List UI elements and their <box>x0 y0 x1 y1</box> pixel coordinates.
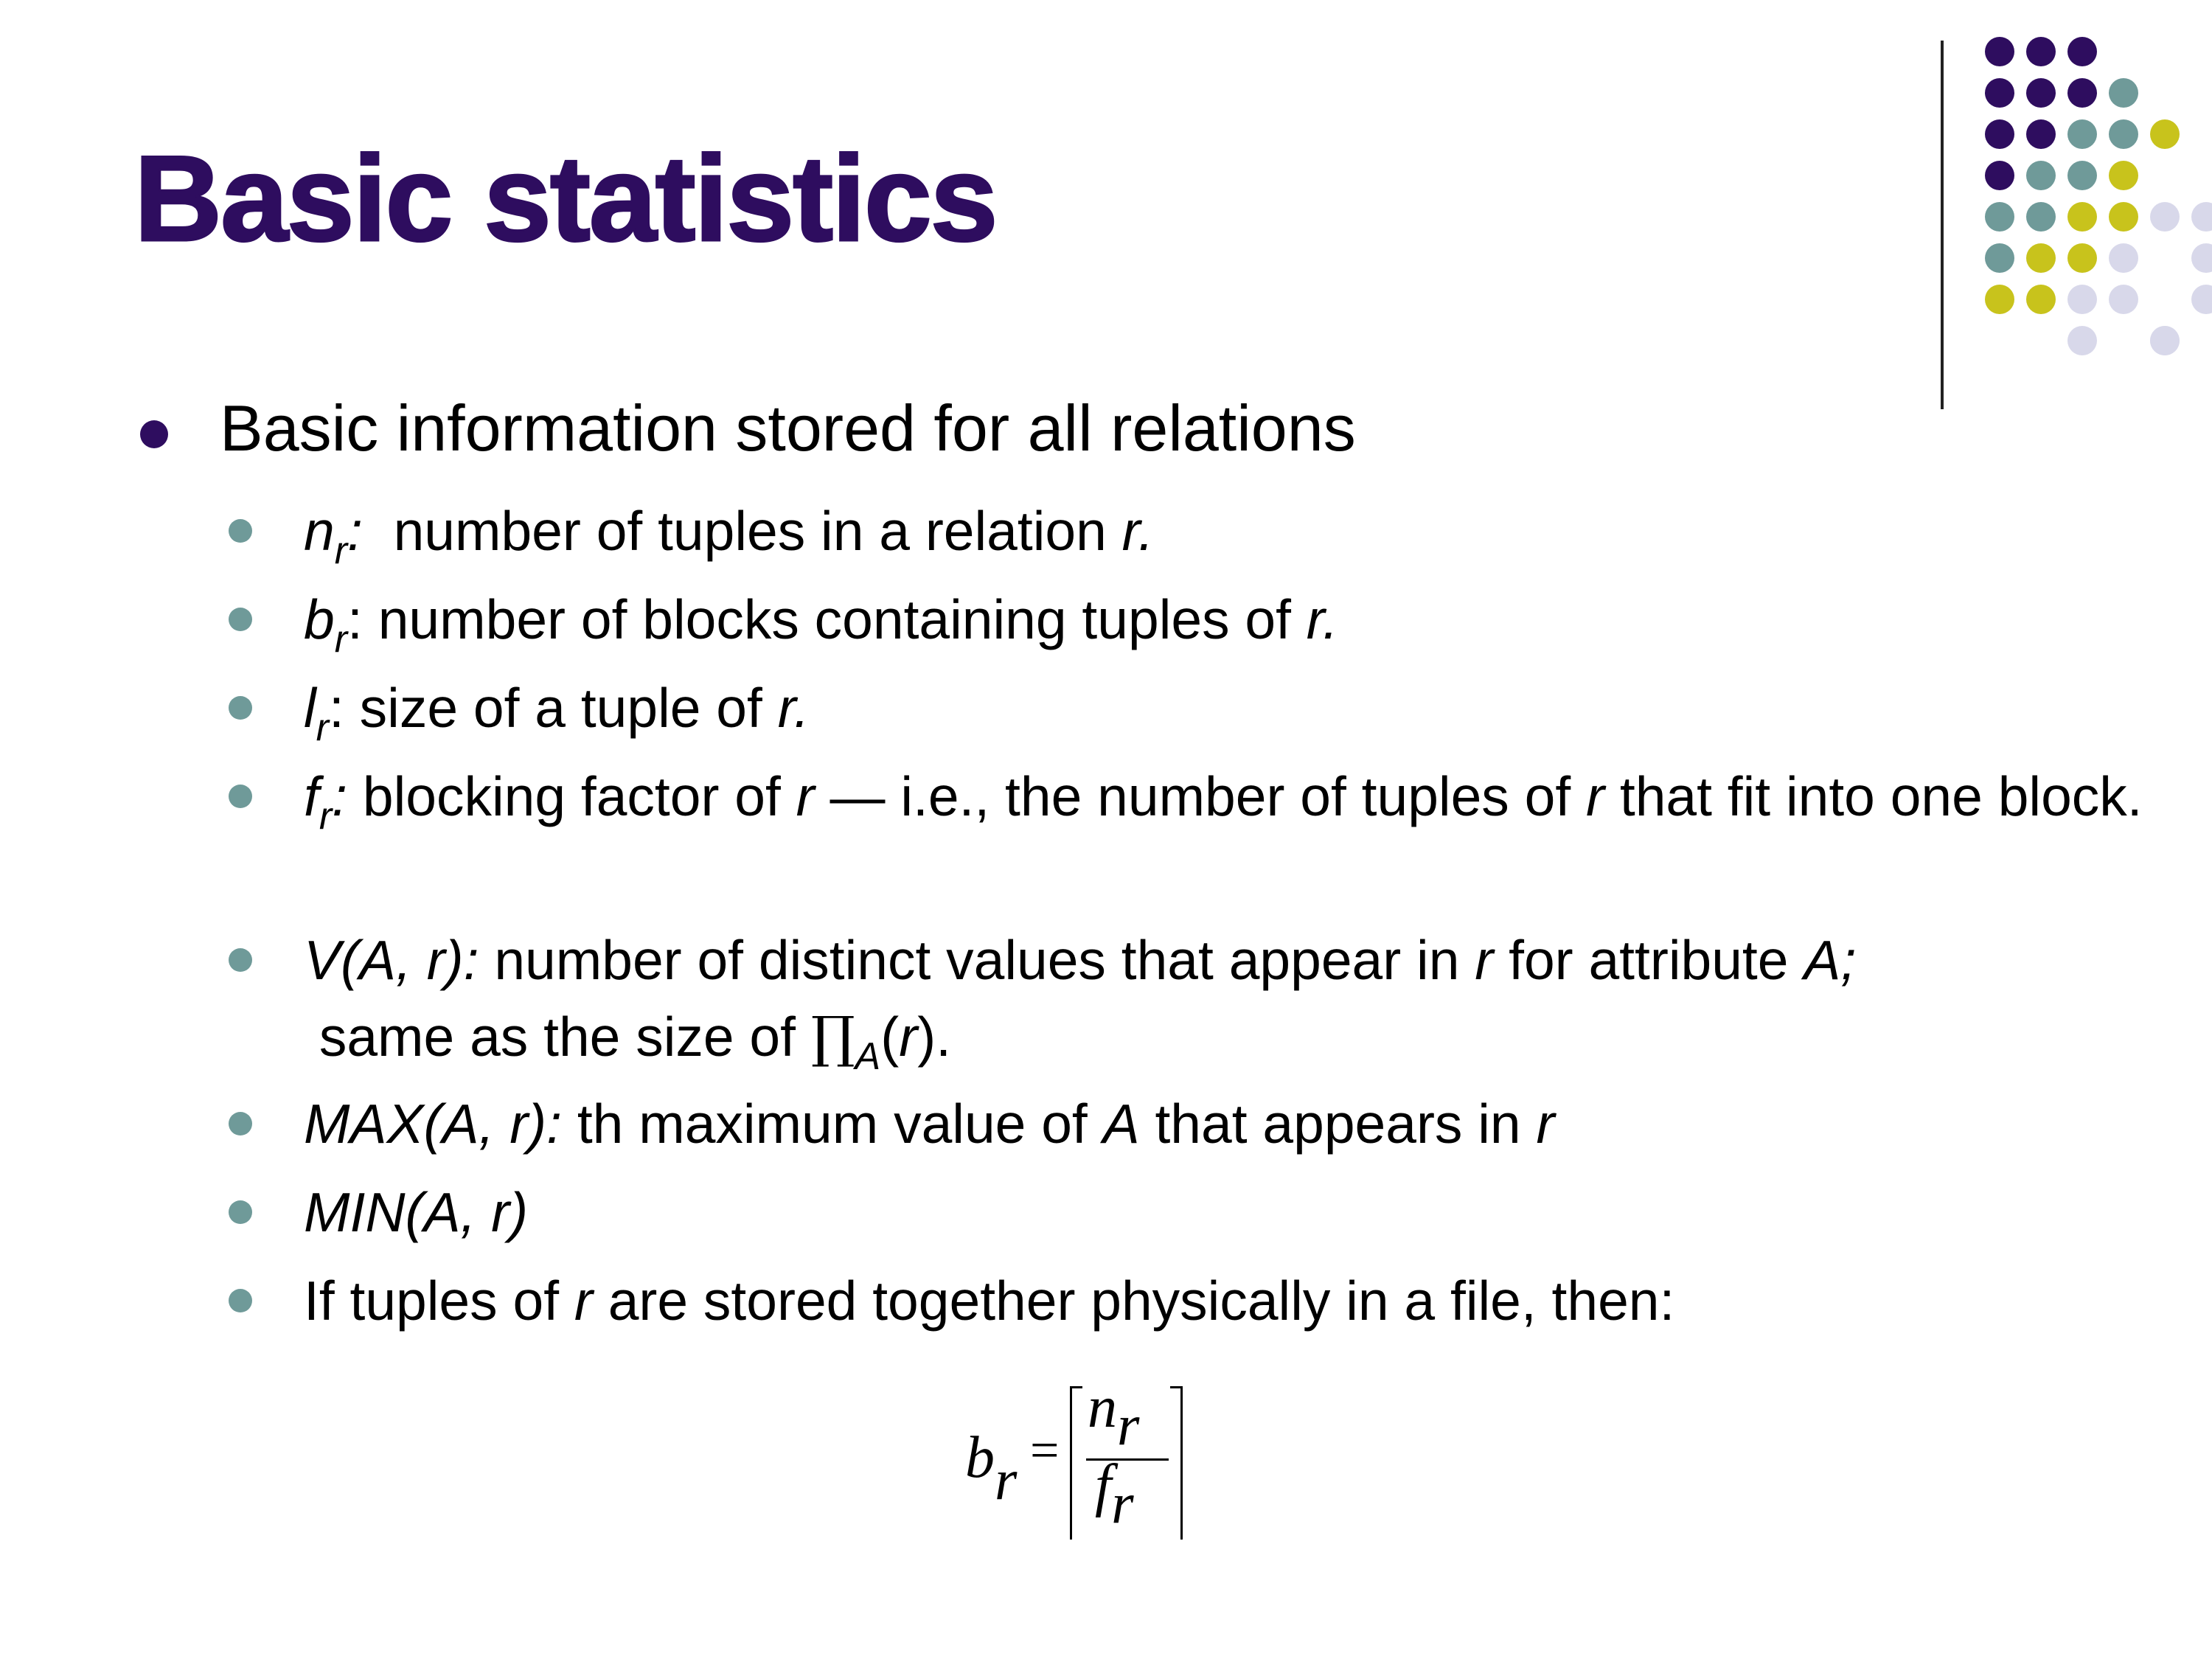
formula-lhs-subscript: r <box>995 1447 1018 1512</box>
decorative-dot <box>2067 78 2097 108</box>
item-text: are stored together physically in a file, then: <box>592 1270 1675 1332</box>
subscript-a: A <box>855 1035 881 1078</box>
decorative-dot <box>2191 202 2212 232</box>
decorative-dot <box>2067 326 2097 355</box>
item-text: that appears in <box>1139 1093 1537 1155</box>
item-end: r. <box>1306 588 1338 650</box>
var-r: r <box>796 765 815 827</box>
decorative-dot <box>1985 202 2014 232</box>
paren: ). <box>917 1006 952 1068</box>
decorative-dot <box>2026 119 2056 149</box>
item-text: same as the size of <box>304 1006 811 1068</box>
projection-symbol: ∏ <box>810 1004 855 1069</box>
decorative-dot <box>2026 243 2056 273</box>
item-text: : number of blocks containing tuples of <box>347 588 1307 650</box>
item-end: r. <box>1121 500 1154 562</box>
decorative-dot <box>2191 243 2212 273</box>
decorative-vertical-line <box>1941 41 1944 409</box>
decorative-dot <box>2150 326 2180 355</box>
sub-bullet-dot-icon <box>229 608 252 631</box>
subscript-r: r <box>319 795 333 838</box>
decorative-dot <box>2109 78 2138 108</box>
symbol-b: b <box>304 588 335 650</box>
decorative-dot <box>2109 285 2138 314</box>
item-text: number of distinct values that appear in <box>479 929 1475 991</box>
decorative-dot <box>1985 119 2014 149</box>
item-text: If tuples of <box>304 1270 574 1332</box>
decorative-dot <box>2026 285 2056 314</box>
var-r: r <box>1586 765 1605 827</box>
subscript-r: r <box>316 706 329 749</box>
denominator-symbol: f <box>1095 1453 1112 1518</box>
symbol-f: f <box>304 765 319 827</box>
item-text: number of tuples in a relation <box>362 500 1122 562</box>
numerator-subscript: r <box>1117 1393 1140 1457</box>
decorative-dot <box>2150 202 2180 232</box>
ceiling-left-bracket <box>1070 1386 1082 1540</box>
item-text: blocking factor of <box>347 765 796 827</box>
colon: : <box>347 500 363 562</box>
decorative-dot <box>2191 285 2212 314</box>
numerator-symbol: n <box>1088 1375 1117 1440</box>
item-lead: MIN(A, r) <box>304 1181 529 1243</box>
item-lead: V(A, r): <box>304 929 479 991</box>
var-a: A; <box>1804 929 1857 991</box>
item-text: for attribute <box>1493 929 1804 991</box>
var-a: A <box>1102 1093 1140 1155</box>
decorative-dot <box>1985 243 2014 273</box>
blocks-formula <box>962 1375 1198 1541</box>
decorative-dot <box>2067 119 2097 149</box>
denominator-subscript: r <box>1111 1471 1134 1535</box>
decorative-dot <box>2067 285 2097 314</box>
sub-bullet-dot-icon <box>229 785 252 808</box>
decorative-dot <box>2109 119 2138 149</box>
decorative-dot <box>2026 37 2056 66</box>
decorative-dot <box>2026 161 2056 190</box>
paren: ( <box>880 1006 900 1068</box>
sub-bullet-dot-icon <box>229 1200 252 1224</box>
item-text: that fit into one block. <box>1604 765 2143 827</box>
decorative-dot <box>1985 161 2014 190</box>
formula-lhs-symbol: b <box>965 1425 995 1490</box>
decorative-dot <box>2150 119 2180 149</box>
subscript-r: r <box>334 618 348 661</box>
decorative-dot <box>2109 243 2138 273</box>
item-end: r. <box>777 677 810 739</box>
colon: : <box>332 765 348 827</box>
item-text: — i.e., the number of tuples of <box>814 765 1587 827</box>
decorative-dot <box>1985 78 2014 108</box>
var-r: r <box>899 1006 918 1068</box>
decorative-dot <box>1985 285 2014 314</box>
var-r: r <box>574 1270 593 1332</box>
decorative-dot <box>2026 202 2056 232</box>
formula-denominator <box>1095 1453 1134 1535</box>
sub-bullet-dot-icon <box>229 1112 252 1135</box>
decorative-dot-grid <box>0 0 2212 442</box>
ceiling-right-bracket <box>1170 1386 1183 1540</box>
var-r: r <box>1475 929 1494 991</box>
decorative-dot <box>2067 161 2097 190</box>
item-text: th maximum value of <box>562 1093 1103 1155</box>
formula-equals: = <box>1030 1422 1060 1479</box>
formula-lhs <box>965 1425 1018 1512</box>
decorative-dot <box>1985 37 2014 66</box>
sub-bullet-dot-icon <box>229 696 252 720</box>
decorative-dot <box>2109 202 2138 232</box>
var-r: r <box>1536 1093 1555 1155</box>
decorative-dot <box>2067 37 2097 66</box>
symbol-l: l <box>304 677 316 739</box>
sub-bullet-dot-icon <box>229 519 252 543</box>
slide-title: Basic statistics <box>134 131 997 266</box>
item-lead: MAX(A, r): <box>304 1093 562 1155</box>
sub-bullet-dot-icon <box>229 1289 252 1312</box>
item-text: : size of a tuple of <box>329 677 778 739</box>
symbol-n: n <box>304 500 335 562</box>
decorative-dot <box>2067 243 2097 273</box>
formula-numerator <box>1088 1374 1140 1457</box>
bullet-dot-icon <box>140 420 168 448</box>
main-bullet-text: Basic information stored for all relations <box>220 392 1356 465</box>
decorative-dot <box>2026 78 2056 108</box>
decorative-dot <box>2067 202 2097 232</box>
sub-bullet-dot-icon <box>229 948 252 972</box>
subscript-r: r <box>334 529 348 572</box>
decorative-dot <box>2109 161 2138 190</box>
